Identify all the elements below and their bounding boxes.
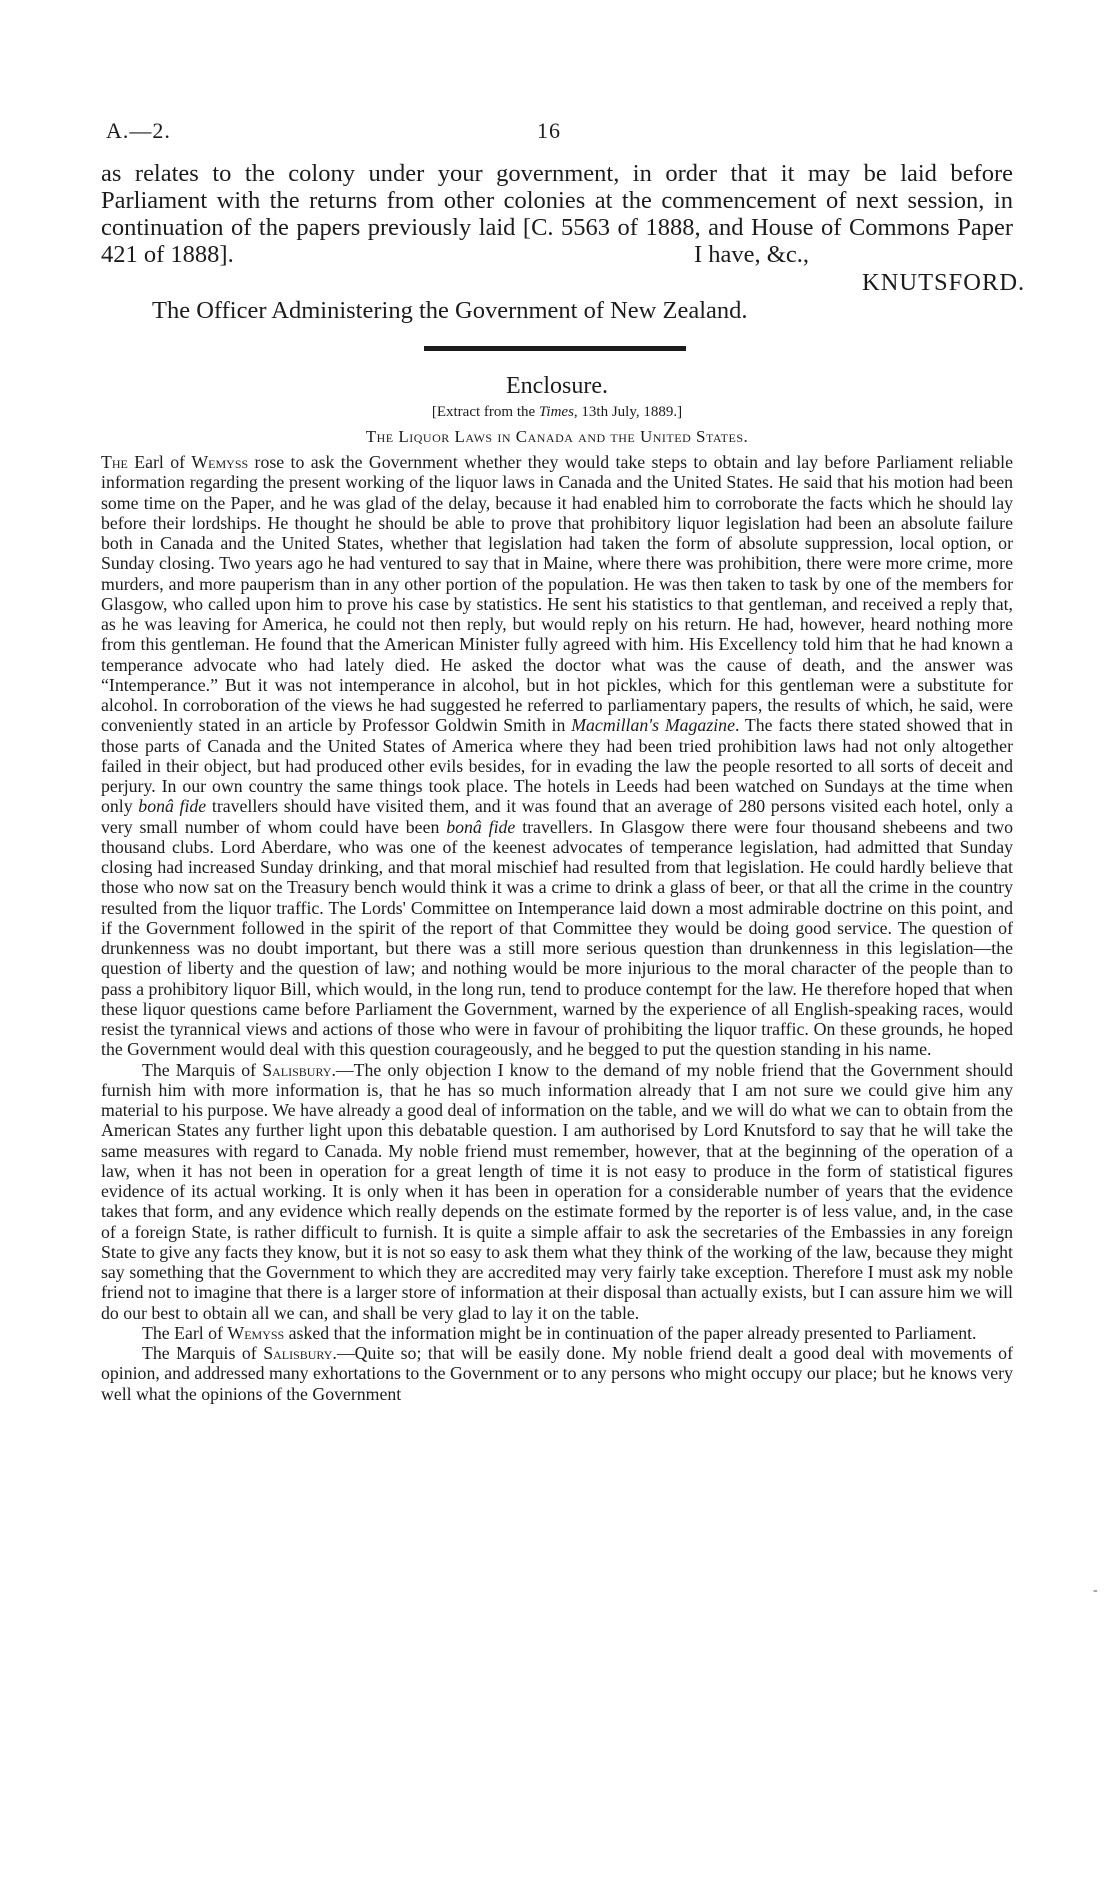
text-run: The Earl of: [142, 1322, 228, 1343]
speaker-name: Wemyss: [227, 1322, 285, 1343]
source-date: , 13th July, 1889.]: [573, 404, 683, 420]
text-run: travellers. In Glasgow there were four thousand shebeens and two thousand clubs. Lord Aberdare, who was one of the keenest advocates of temperance legislation, had admitted that Sunday closing had increased Sunday drinking, and that moral mischief had resulted from that legislation. He could hardly believe that those who now sat on the Treasury bench would think it was a crime to drink a glass of beer, or that all the crime in the country resulted from the liquor traffic. The Lords' Committee on Intemperance laid down a most admirable doctrine on this point, and if the Government followed in the spirit of the report of that Committee they would be doing good service. The question of drunkenness was no doubt important, but there was a still more serious question than drunkenness in this legislation—the question of liberty and the question of law; and nothing would be more injurious to the moral character of the people than to pass a prohibitory liquor Bill, which would, in the long run, tend to produce contempt for the law. He therefore hoped that when these liquor questions came before Parliament the Government, warned by the experience of all English-speaking races, would resist the tyrannical views and actions of those who were in favour of prohibiting the liquor traffic. On these grounds, he hoped the Government would deal with this question courageously, and he begged to put the question standing in his name.: [101, 816, 1014, 1060]
page-number: 16: [537, 118, 561, 143]
italic-phrase: bonâ fide: [138, 796, 207, 817]
letter-closing: I have, &c.,: [694, 241, 809, 268]
intro-block: [101, 160, 1013, 268]
article-paragraph: [101, 452, 1013, 1060]
text-run: The Marquis of: [142, 1343, 264, 1363]
article-headline: The Liquor Laws in Canada and the United States.: [365, 427, 749, 446]
text-run: asked that the information might be in continuation of the paper already presented to Parliament.: [284, 1322, 977, 1343]
enclosure-title: Enclosure.: [506, 373, 608, 399]
text-run: Earl of: [127, 452, 192, 472]
enclosure-source: [0, 404, 1114, 421]
article-paragraph: [101, 1343, 1013, 1404]
margin-mark: -: [1093, 1583, 1098, 1598]
speaker-opening: The: [101, 452, 128, 472]
magazine-title: Macmillan's Magazine: [571, 715, 735, 736]
intro-paragraph: as relates to the colony under your government, in order that it may be laid before Parliament with the returns from other colonies at the commencement of next session, in continuation of the papers previously laid [C. 5563 of 1888, and House of Commons Paper 421 of 1888].: [101, 160, 1013, 268]
text-run: .—The only objection I know to the demand of my noble friend that the Government should furnish him with more information is, that he has so much information already that I am not sure we could give him any material to his purpose. We have already a good deal of information on the table, and we will do what we can to obtain from the American States any further light upon this debatable question. I am authorised by Lord Knutsford to say that he will take the same measures with regard to Canada. My noble friend must remember, however, that at the beginning of the operation of a law, when it has not been in operation for a great length of time it is not easy to produce in the form of statistical figures evidence of its actual working. It is only when it has been in operation for a considerable number of years that the evidence takes that form, and any evidence which really depends on the estimate formed by the reporter is of less value, and, in the case of a foreign State, is rather difficult to furnish. It is quite a simple affair to ask the secretaries of the Embassies in any foreign State to give any facts they know, but it is not so easy to ask them what they think of the working of the law, because they might say something that the Government to which they are accredited may very fairly take exception. Therefore I must ask my noble friend not to imagine that there is a larger store of information at their disposal than actually exists, but I can assure him we will do our best to obtain all we can, and shall be very glad to lay it on the table.: [101, 1059, 1013, 1323]
signature: KNUTSFORD.: [862, 269, 1026, 296]
addressee: The Officer Administering the Government of New Zealand.: [152, 297, 748, 324]
section-divider: [424, 346, 686, 351]
speaker-name: Wemyss: [191, 452, 249, 472]
text-run: rose to ask the Government whether they would take steps to obtain and lay before Parliament reliable information regarding the present working of the liquor laws in Canada and the United States. He said that his motion had been some time on the Paper, and he was glad of the delay, because it had enabled him to corroborate the facts which he should lay before their lordships. He thought he should be able to prove that prohibitory liquor legislation had been an absolute failure both in Canada and the United States, whether that legislation had taken the form of absolute suppression, local option, or Sunday closing. Two years ago he had ventured to say that in Maine, where there was prohibition, there were more crime, more murders, and more pauperism than in any other portion of the population. He was then taken to task by one of the members for Glasgow, who called upon him to prove his case by statistics. He sent his statistics to that gentleman, and received a reply that, as he was leaving for America, he could not then reply, but would reply on his return. He had, however, heard nothing more from this gentleman. He found that the American Minister fully agreed with him. His Excellency told him that he had known a temperance advocate who had lately died. He asked the doctor what was the cause of death, and the answer was “Intemperance.” But it was not intemperance in alcohol, but in hot pickles, which for this gentleman were a substitute for alcohol. In corroboration of the views he had suggested he referred to parliamentary papers, the results of which, he said, were conveniently stated in an article by Professor Goldwin Smith in: [101, 452, 1013, 736]
article-paragraph: [101, 1060, 1013, 1323]
italic-phrase: bonâ fide: [446, 816, 516, 837]
source-text: [Extract from the: [431, 404, 539, 420]
text-run: . The facts there stated showed that in those parts of Canada and the United States of America where they had been tried prohibition laws had not only altogether failed in their object, but had produced other evils besides, for in evading the law the people resorted to all sorts of deceit and perjury. In our own country the same things took place. The hotels in Leeds had been watched on Sundays at the time when only: [101, 715, 1013, 817]
article-paragraph: [101, 1323, 1013, 1343]
speaker-name: Salisbury: [262, 1059, 332, 1080]
article-body: [101, 452, 1013, 1404]
text-run: .—Quite so; that will be easily done. My noble friend dealt a good deal with movements of opinion, and addressed many exhortations to the Government or to any persons who might occupy our place; but he knows very well what the opinions of the Government: [101, 1343, 1013, 1404]
speaker-name: Salisbury: [263, 1343, 333, 1363]
text-run: travellers should have visited them, and it was found that an average of 280 persons visited each hotel, only a very small number of whom could have been: [101, 796, 1013, 837]
document-reference: A.—2.: [106, 118, 171, 143]
text-run: The Marquis of: [142, 1059, 263, 1080]
source-publication: Times: [538, 404, 574, 420]
